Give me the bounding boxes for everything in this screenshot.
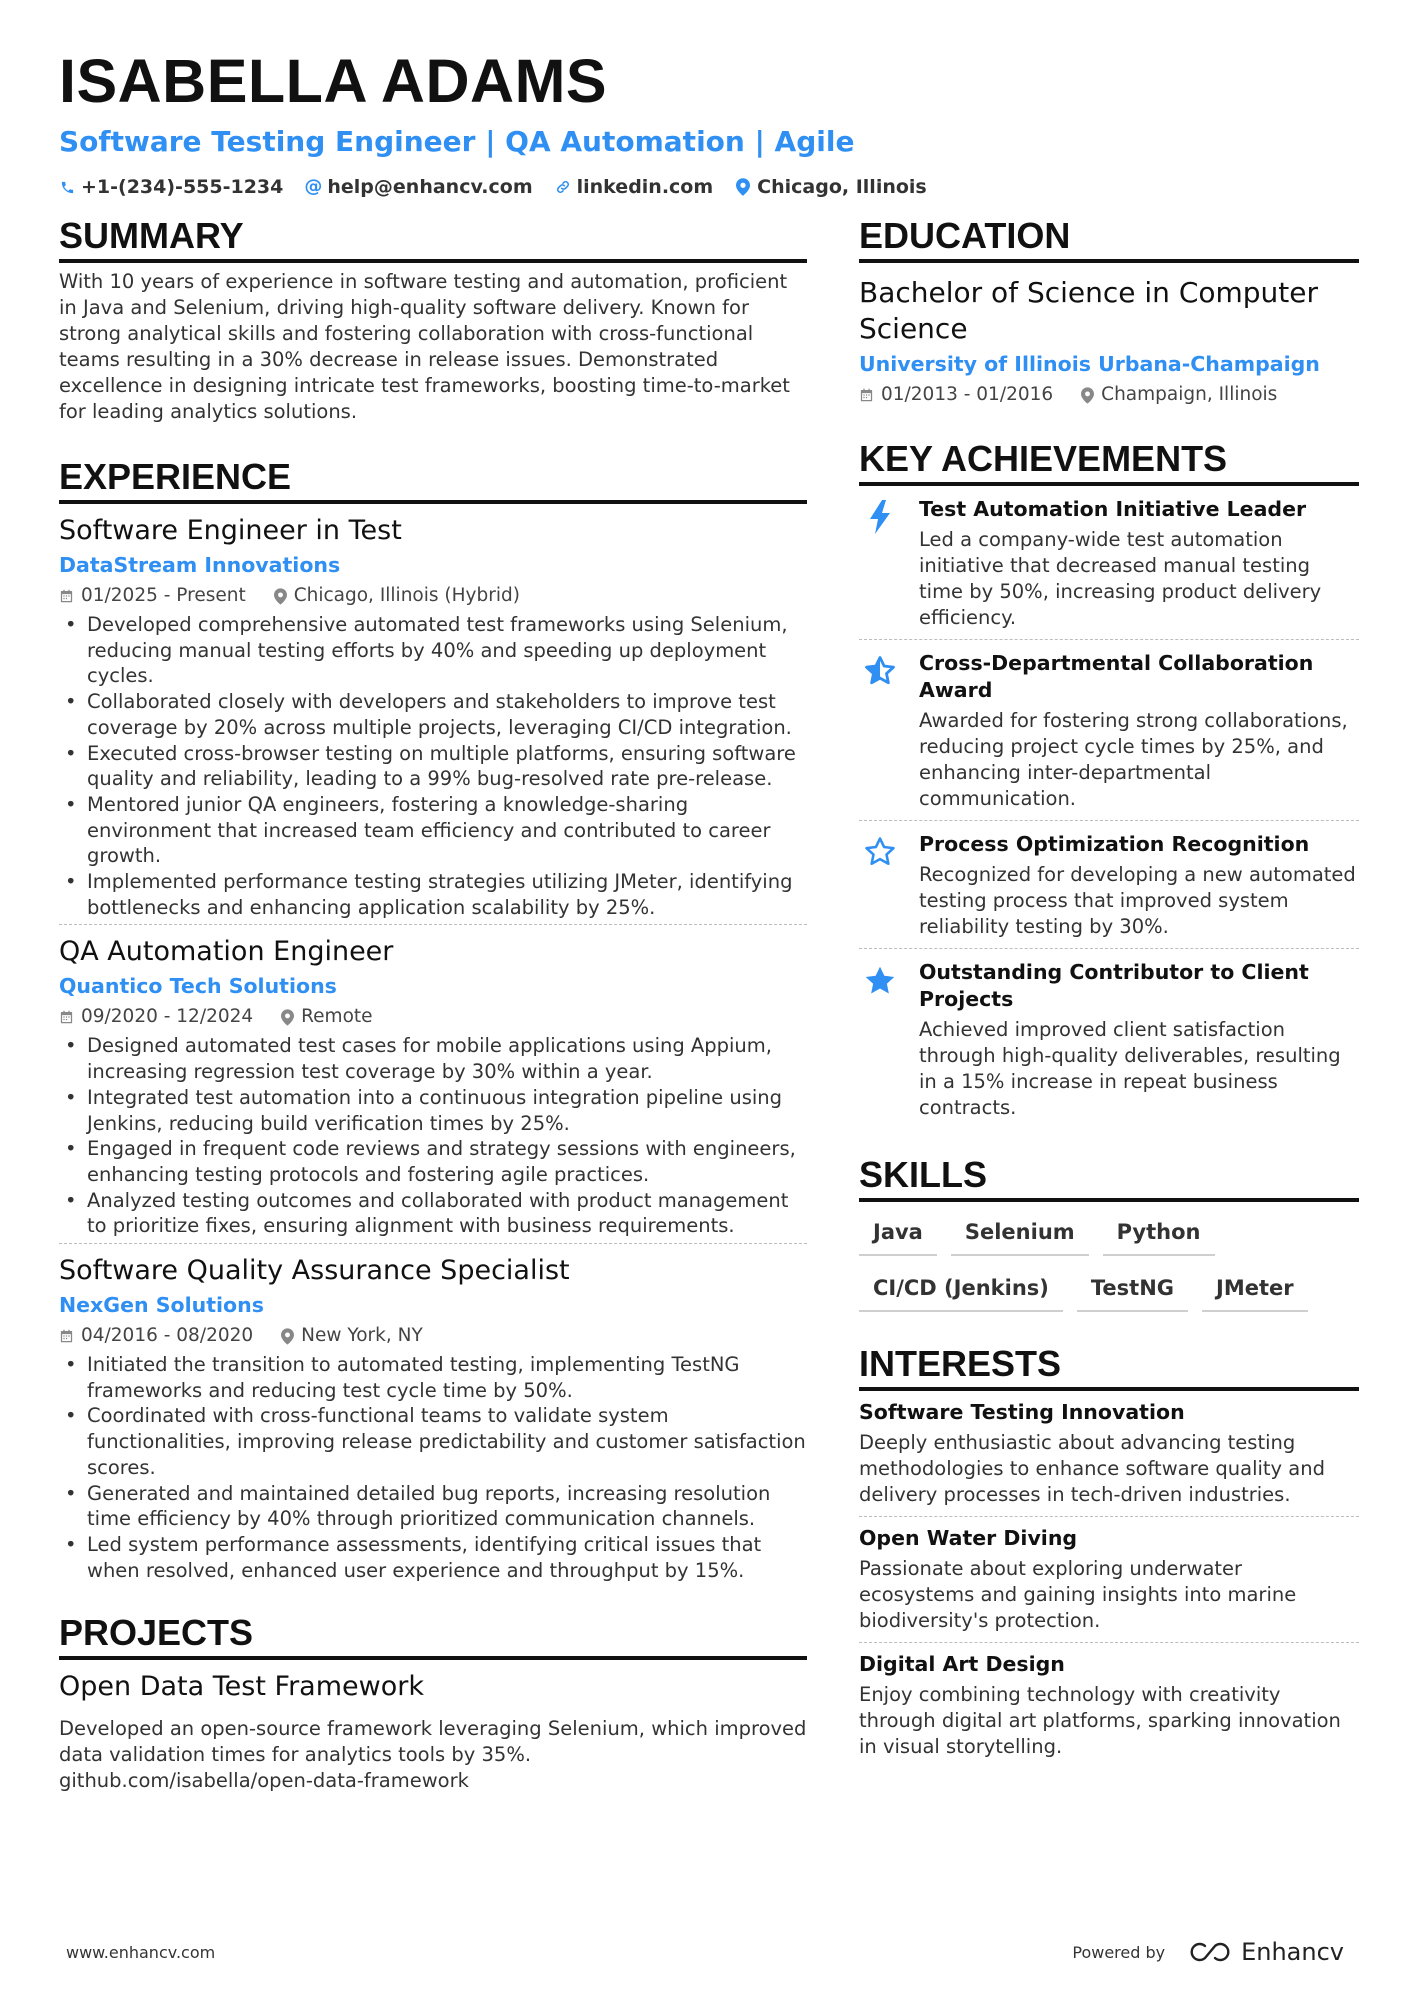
achievement-item	[859, 949, 1359, 1129]
education-meta	[859, 381, 1359, 409]
achievements-section	[859, 437, 1359, 1129]
job-role: Software Engineer in Test	[59, 515, 402, 546]
star-outline-icon	[859, 831, 901, 940]
star-half-icon	[859, 650, 901, 812]
job-location: Remote	[301, 1006, 373, 1028]
location-pin-icon	[735, 178, 751, 196]
skill-tag: Java	[859, 1214, 937, 1256]
job-dates: 04/2016 - 08/2020	[81, 1325, 254, 1347]
job-company: NexGen Solutions	[59, 1293, 264, 1318]
job-bullet: • Integrated test automation into a continuous integration pipeline using Jenkins, reducing build verification times by 25%.	[59, 1085, 807, 1136]
candidate-name: ISABELLA ADAMS	[59, 47, 608, 115]
job-location: New York, NY	[301, 1325, 423, 1347]
education-title: EDUCATION	[859, 214, 1359, 263]
job-dates: 01/2025 - Present	[81, 585, 246, 606]
job-role: Software Quality Assurance Specialist	[59, 1255, 570, 1287]
email-text: help@enhancv.com	[327, 176, 533, 198]
lightning-icon	[859, 496, 901, 631]
calendar-icon	[859, 387, 874, 403]
summary-section	[59, 214, 807, 425]
candidate-headline: Software Testing Engineer | QA Automation | Agile	[59, 125, 855, 158]
job-entry	[59, 925, 807, 1244]
interest-item	[859, 1517, 1359, 1643]
footer-website[interactable]: www.enhancv.com	[66, 1942, 216, 1962]
achievements-title: KEY ACHIEVEMENTS	[859, 437, 1359, 486]
achievement-item	[859, 486, 1359, 640]
phone-text: +1-(234)-555-1234	[81, 176, 284, 198]
education-section	[859, 214, 1359, 409]
achievement-title: Process Optimization Recognition	[919, 832, 1310, 856]
interest-description: Deeply enthusiastic about advancing testing methodologies to enhance software quality and delivery processes in tech-driven industries.	[859, 1431, 1325, 1506]
skill-tag: JMeter	[1202, 1270, 1308, 1312]
job-bullets	[59, 612, 807, 920]
projects-title: PROJECTS	[59, 1611, 807, 1660]
achievement-description: Awarded for fostering strong collaborations, reducing project cycle times by 25%, and enhancing inter-departmental communication.	[919, 709, 1348, 810]
education-degree: Bachelor of Science in Computer Science	[859, 276, 1319, 345]
job-entry	[59, 504, 807, 925]
achievement-description: Recognized for developing a new automated testing process that improved system reliability testing by 30%.	[919, 863, 1356, 938]
job-bullet: • Collaborated closely with developers and stakeholders to improve test coverage by 20% across multiple projects, leveraging CI/CD integration.	[59, 689, 807, 740]
job-bullet: • Analyzed testing outcomes and collaborated with product management to prioritize fixes, ensuring alignment with business requirements.	[59, 1188, 807, 1239]
calendar-icon	[59, 588, 74, 604]
achievement-title: Test Automation Initiative Leader	[919, 497, 1307, 521]
job-bullets	[59, 1352, 807, 1583]
job-bullet: • Coordinated with cross-functional teams to validate system functionalities, improving release predictability and customer satisfaction scores.	[59, 1403, 807, 1480]
job-entry	[59, 1244, 807, 1587]
job-meta	[59, 582, 807, 610]
contact-phone[interactable]	[59, 174, 283, 200]
contact-linkedin[interactable]	[555, 174, 714, 200]
location-pin-icon	[281, 1328, 294, 1345]
skills-list	[859, 1214, 1359, 1312]
left-column	[59, 214, 807, 1818]
at-icon: @	[304, 176, 323, 197]
job-company: Quantico Tech Solutions	[59, 974, 337, 999]
job-bullet: • Designed automated test cases for mobile applications using Appium, increasing regression test coverage by 30% within a year.	[59, 1033, 807, 1084]
interests-title: INTERESTS	[859, 1342, 1359, 1391]
skill-tag: TestNG	[1077, 1270, 1188, 1312]
job-role: QA Automation Engineer	[59, 936, 394, 968]
interest-title: Software Testing Innovation	[859, 1400, 1185, 1424]
page-footer	[66, 1938, 1344, 1966]
job-company: DataStream Innovations	[59, 553, 341, 577]
interests-section	[859, 1342, 1359, 1768]
achievement-title: Outstanding Contributor to Client Projects	[919, 960, 1309, 1011]
linkedin-text: linkedin.com	[576, 176, 714, 198]
achievement-description: Achieved improved client satisfaction through high-quality deliverables, resulting in a 15% increase in repeat business contracts.	[919, 1018, 1341, 1119]
star-filled-icon	[859, 959, 901, 1121]
job-meta	[59, 1003, 807, 1031]
contact-email[interactable]	[305, 174, 532, 200]
skill-tag: Selenium	[951, 1214, 1089, 1256]
job-bullet: • Implemented performance testing strategies utilizing JMeter, identifying bottlenecks and enhancing application scalability by 25%.	[59, 869, 807, 920]
skill-tag: CI/CD (Jenkins)	[859, 1270, 1063, 1312]
education-dates: 01/2013 - 01/2016	[881, 384, 1054, 405]
job-bullet: • Led system performance assessments, identifying critical issues that when resolved, enhanced user experience and throughput by 15%.	[59, 1532, 807, 1583]
summary-title: SUMMARY	[59, 214, 807, 263]
interest-description: Enjoy combining technology with creativity through digital art platforms, sparking innovation in visual storytelling.	[859, 1683, 1341, 1758]
location-pin-icon	[1081, 387, 1094, 404]
job-bullet: • Mentored junior QA engineers, fostering a knowledge-sharing environment that increased team efficiency and contributed to career growth.	[59, 792, 807, 869]
job-bullet: • Developed comprehensive automated test frameworks using Selenium, reducing manual testing efforts by 40% and speeding up deployment cycles.	[59, 612, 807, 689]
right-column	[859, 214, 1359, 1792]
phone-icon	[59, 178, 75, 196]
achievement-description: Led a company-wide test automation initiative that decreased manual testing time by 50%, increasing product delivery efficiency.	[919, 528, 1322, 629]
experience-title: EXPERIENCE	[59, 455, 807, 504]
contact-list	[59, 174, 1359, 200]
calendar-icon	[59, 1328, 74, 1344]
skill-tag: Python	[1103, 1214, 1215, 1256]
link-icon	[555, 178, 571, 196]
interest-description: Passionate about exploring underwater ecosystems and gaining insights into marine biodiversity's protection.	[859, 1557, 1297, 1632]
contact-location	[735, 174, 927, 200]
job-bullet: • Generated and maintained detailed bug reports, increasing resolution time efficiency by 40% through prioritized communication channels.	[59, 1481, 807, 1532]
achievement-title: Cross-Departmental Collaboration Award	[919, 651, 1314, 702]
job-bullet: • Engaged in frequent code reviews and strategy sessions with engineers, enhancing testing protocols and fostering agile practices.	[59, 1136, 807, 1187]
skills-section	[859, 1153, 1359, 1312]
job-meta	[59, 1322, 807, 1350]
project-title: Open Data Test Framework	[59, 1671, 424, 1703]
job-bullet: • Initiated the transition to automated testing, implementing TestNG frameworks and reducing test cycle time by 50%.	[59, 1352, 807, 1403]
interest-title: Open Water Diving	[859, 1526, 1078, 1550]
summary-text: With 10 years of experience in software testing and automation, proficient in Java and Selenium, driving high-quality software delivery. Known for strong analytical skills and fostering collaboration with cross-functional teams resulting in a 30% decrease in release issues. Demonstrated excellence in designing intricate test frameworks, boosting time-to-market for leading analytics solutions.	[59, 270, 790, 423]
skills-title: SKILLS	[859, 1153, 1359, 1202]
achievement-item	[859, 821, 1359, 949]
interest-item	[859, 1391, 1359, 1517]
job-bullets	[59, 1033, 807, 1239]
calendar-icon	[59, 1009, 74, 1025]
projects-section	[59, 1611, 807, 1794]
project-description: Developed an open-source framework leveraging Selenium, which improved data validation times for analytics tools by 35%.	[59, 1717, 807, 1767]
location-pin-icon	[274, 588, 287, 605]
powered-by	[1072, 1938, 1344, 1966]
brand-name: Enhancv	[1241, 1938, 1344, 1966]
location-text: Chicago, Illinois	[757, 176, 927, 198]
powered-by-label: Powered by	[1072, 1942, 1166, 1962]
interest-item	[859, 1643, 1359, 1768]
enhancv-logo-icon	[1187, 1941, 1233, 1963]
experience-section	[59, 455, 807, 1587]
project-link[interactable]: github.com/isabella/open-data-framework	[59, 1769, 469, 1793]
resume-header	[59, 46, 1359, 200]
location-pin-icon	[281, 1009, 294, 1026]
education-school: University of Illinois Urbana-Champaign	[859, 352, 1320, 376]
achievement-item	[859, 640, 1359, 821]
interest-title: Digital Art Design	[859, 1652, 1065, 1676]
job-bullet: • Executed cross-browser testing on multiple platforms, ensuring software quality and reliability, leading to a 99% bug-resolved rate pre-release.	[59, 741, 807, 792]
job-location: Chicago, Illinois (Hybrid)	[293, 585, 520, 606]
job-dates: 09/2020 - 12/2024	[81, 1006, 254, 1028]
brand-logo[interactable]	[1187, 1938, 1344, 1966]
education-location: Champaign, Illinois	[1101, 384, 1278, 405]
